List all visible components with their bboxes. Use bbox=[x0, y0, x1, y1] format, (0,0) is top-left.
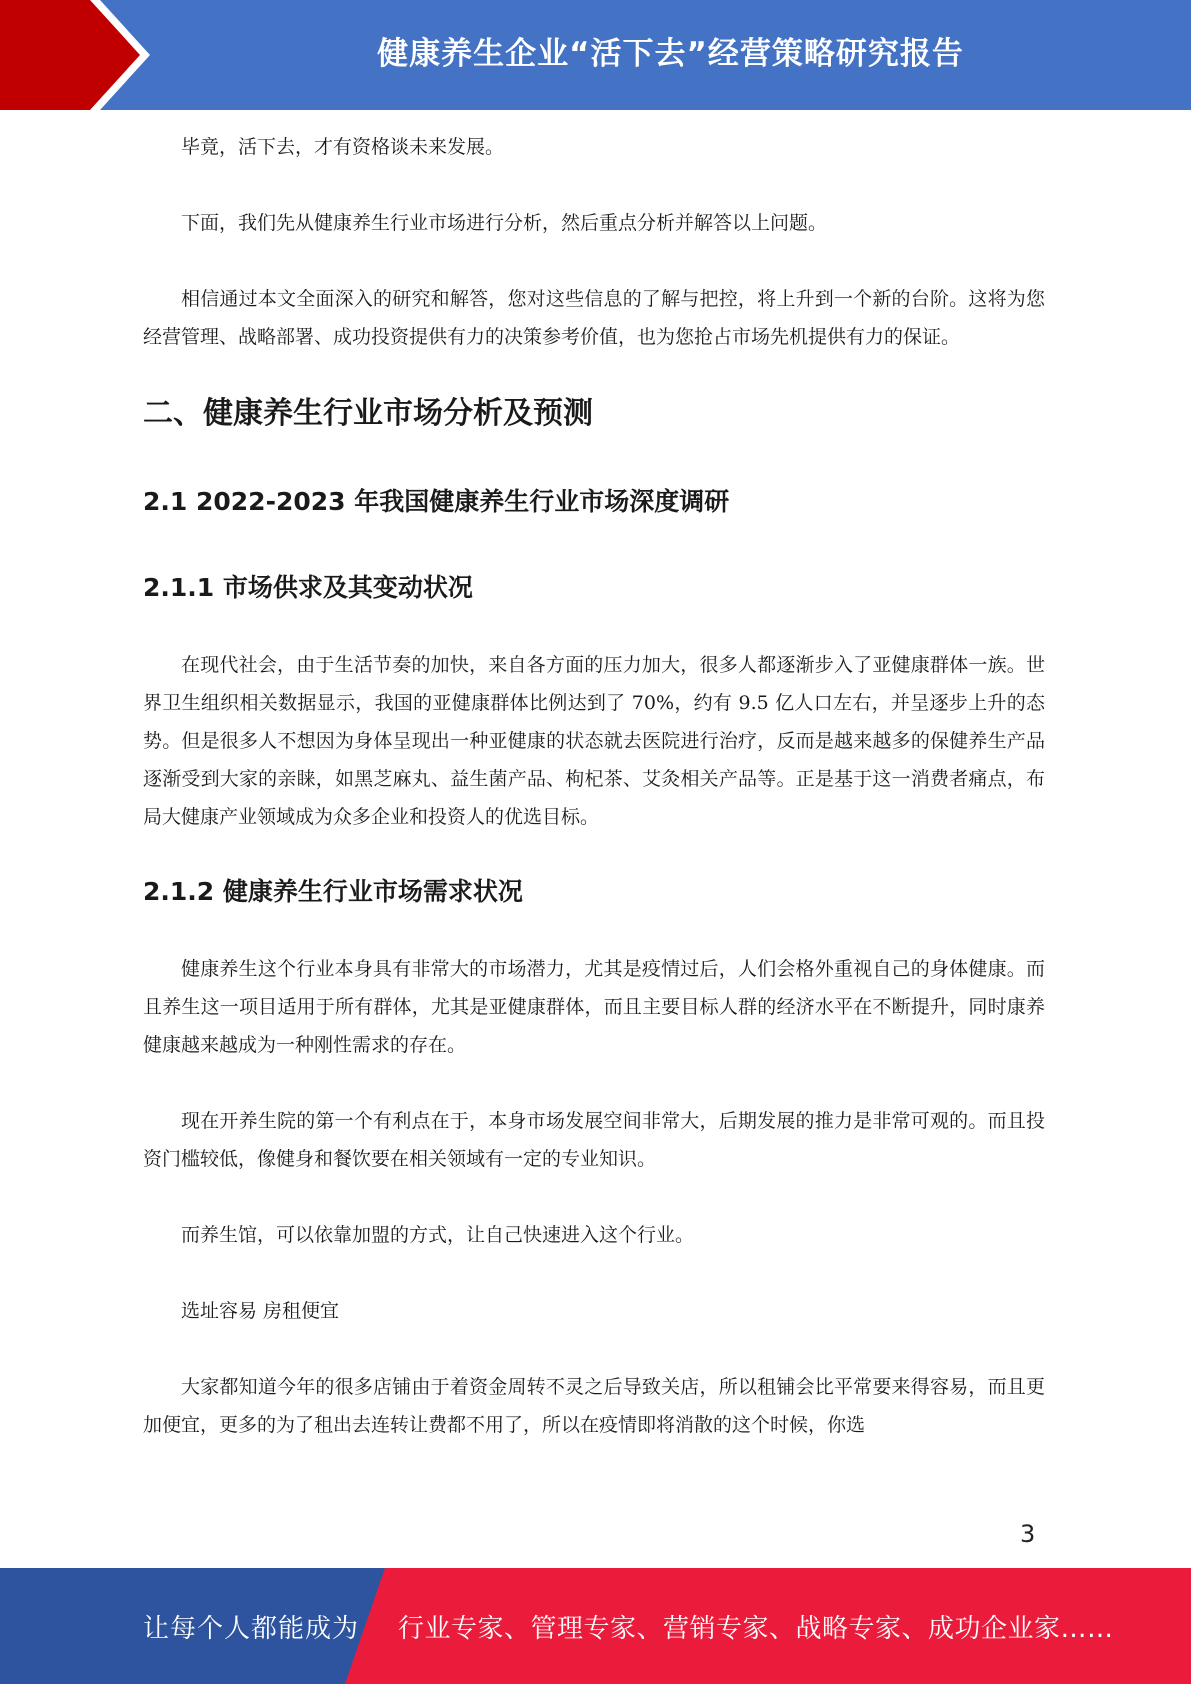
paragraph: 健康养生这个行业本身具有非常大的市场潜力，尤其是疫情过后，人们会格外重视自己的身体健康。而且养生这一项目适用于所有群体，尤其是亚健康群体，而且主要目标人群的经济水平在不断提升，同时康养健康越来越成为一种刚性需求的存在。 bbox=[143, 958, 1045, 1056]
header-chevron-icon bbox=[0, 0, 140, 110]
paragraph: 大家都知道今年的很多店铺由于着资金周转不灵之后导致关店，所以租铺会比平常要来得容易，而且更加便宜，更多的为了租出去连转让费都不用了，所以在疫情即将消散的这个时候，你选 bbox=[143, 1376, 1045, 1436]
footer-slogan-left: 让每个人都能成为 bbox=[143, 1613, 360, 1644]
paragraph: 在现代社会，由于生活节奏的加快，来自各方面的压力加大，很多人都逐渐步入了亚健康群体一族。世界卫生组织相关数据显示，我国的亚健康群体比例达到了 70%，约有 9.5 亿人口左右，并呈逐步上升的态势。但是很多人不想因为身体呈现出一种亚健康的状态就去医院进行治疗，反而是越来越多的保健养生产品逐渐受到大家的亲睐，如黑芝麻丸、益生菌产品、枸杞茶、艾灸相关产品等。正是基于这一消费者痛点，布局大健康产业领域成为众多企业和投资人的优选目标。 bbox=[143, 654, 1045, 828]
paragraph: 现在开养生院的第一个有利点在于，本身市场发展空间非常大，后期发展的推力是非常可观的。而且投资门槛较低，像健身和餐饮要在相关领域有一定的专业知识。 bbox=[143, 1110, 1045, 1170]
subsection-heading: 2.1 2022-2023 年我国健康养生行业市场深度调研 bbox=[143, 487, 730, 516]
report-title: 健康养生企业“活下去”经营策略研究报告 bbox=[377, 35, 964, 72]
document-body bbox=[143, 128, 1045, 1482]
subsubsection-heading: 2.1.2 健康养生行业市场需求状况 bbox=[143, 877, 523, 906]
footer-slogan-right: 行业专家、管理专家、营销专家、战略专家、成功企业家…… bbox=[398, 1613, 1114, 1644]
header-banner bbox=[0, 0, 1191, 110]
section-heading: 二、健康养生行业市场分析及预测 bbox=[143, 396, 593, 431]
page-number: 3 bbox=[1020, 1520, 1036, 1548]
subsubsection-heading: 2.1.1 市场供求及其变动状况 bbox=[143, 573, 473, 602]
paragraph: 下面，我们先从健康养生行业市场进行分析，然后重点分析并解答以上问题。 bbox=[181, 212, 828, 234]
paragraph: 选址容易 房租便宜 bbox=[181, 1300, 340, 1322]
footer-banner bbox=[0, 1568, 1191, 1684]
paragraph: 毕竟，活下去，才有资格谈未来发展。 bbox=[181, 136, 505, 158]
paragraph: 相信通过本文全面深入的研究和解答，您对这些信息的了解与把控，将上升到一个新的台阶。这将为您经营管理、战略部署、成功投资提供有力的决策参考价值，也为您抢占市场先机提供有力的保证。 bbox=[143, 288, 1045, 348]
paragraph: 而养生馆，可以依靠加盟的方式，让自己快速进入这个行业。 bbox=[181, 1224, 695, 1246]
